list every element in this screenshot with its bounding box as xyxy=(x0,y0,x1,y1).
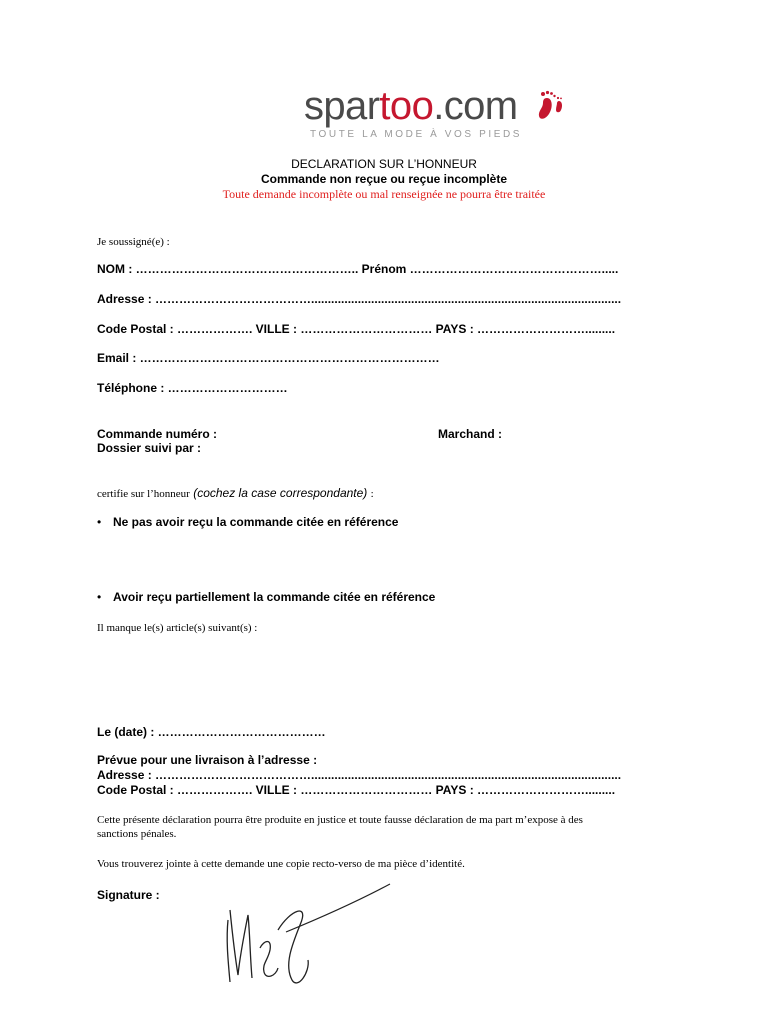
legal-notice-line-1: Cette présente déclaration pourra être produite en justice et toute fausse déclaration de ma part m’expose à des xyxy=(97,814,583,826)
articles-manquants-label: Il manque le(s) article(s) suivant(s) : xyxy=(97,622,258,634)
signature-label: Signature : xyxy=(97,888,160,902)
logo-tagline: TOUTE LA MODE À VOS PIEDS xyxy=(310,129,523,140)
marchand-label: Marchand : xyxy=(438,427,503,441)
certifie-hint: (cochez la case correspondante) xyxy=(193,486,368,500)
certifie-line xyxy=(97,486,374,501)
document-title: DECLARATION SUR L’HONNEUR xyxy=(291,157,477,171)
option-non-recue-label: Ne pas avoir reçu la commande citée en référence xyxy=(113,515,399,529)
piece-identite-notice: Vous trouverez jointe à cette demande une copie recto-verso de ma pièce d’identité. xyxy=(97,858,465,870)
logo-word-too: too xyxy=(379,84,434,128)
nom-prenom-field: NOM : ……………………………………………….. Prénom …………………………………………..... xyxy=(97,262,619,276)
document-subtitle: Commande non reçue ou reçue incomplète xyxy=(260,172,508,186)
legal-notice-line-2: sanctions pénales. xyxy=(97,828,177,840)
bullet-marker: • xyxy=(97,590,102,604)
logo-wordmark xyxy=(304,84,518,128)
livraison-adresse-field: Adresse : …………………………………............................................................................................. xyxy=(97,768,622,782)
code-postal-ville-pays-field: Code Postal : ………………. VILLE : …………………………… PAYS : ………………………......... xyxy=(97,322,616,336)
commande-numero-label: Commande numéro : xyxy=(97,427,218,441)
document-header xyxy=(0,157,768,202)
intro-text: Je soussigné(e) : xyxy=(97,236,170,248)
handwritten-signature xyxy=(220,880,395,995)
warning-text: Toute demande incomplète ou mal renseignée ne pourra être traitée xyxy=(222,187,546,201)
footprints-icon xyxy=(534,90,566,126)
dossier-suivi-label: Dossier suivi par : xyxy=(97,441,202,455)
spartoo-logo xyxy=(304,84,574,144)
option-non-recue xyxy=(97,515,398,529)
bullet-marker: • xyxy=(97,515,102,529)
adresse-field: Adresse : …………………………………............................................................................................. xyxy=(97,292,622,306)
logo-word-spar: spar xyxy=(304,84,380,128)
certifie-text: certifie sur l’honneur xyxy=(97,488,190,500)
email-field: Email : ………………………………………………………………… xyxy=(97,351,440,365)
telephone-field: Téléphone : ………………………… xyxy=(97,381,288,395)
date-field: Le (date) : …………………………………… xyxy=(97,725,326,739)
logo-word-com: .com xyxy=(433,84,518,128)
option-partielle xyxy=(97,590,435,604)
livraison-adresse-label: Prévue pour une livraison à l’adresse : xyxy=(97,753,318,767)
livraison-cp-ville-pays-field: Code Postal : ………………. VILLE : …………………………… PAYS : ………………………......... xyxy=(97,783,616,797)
option-partielle-label: Avoir reçu partiellement la commande citée en référence xyxy=(113,590,436,604)
certifie-colon: : xyxy=(370,488,374,500)
